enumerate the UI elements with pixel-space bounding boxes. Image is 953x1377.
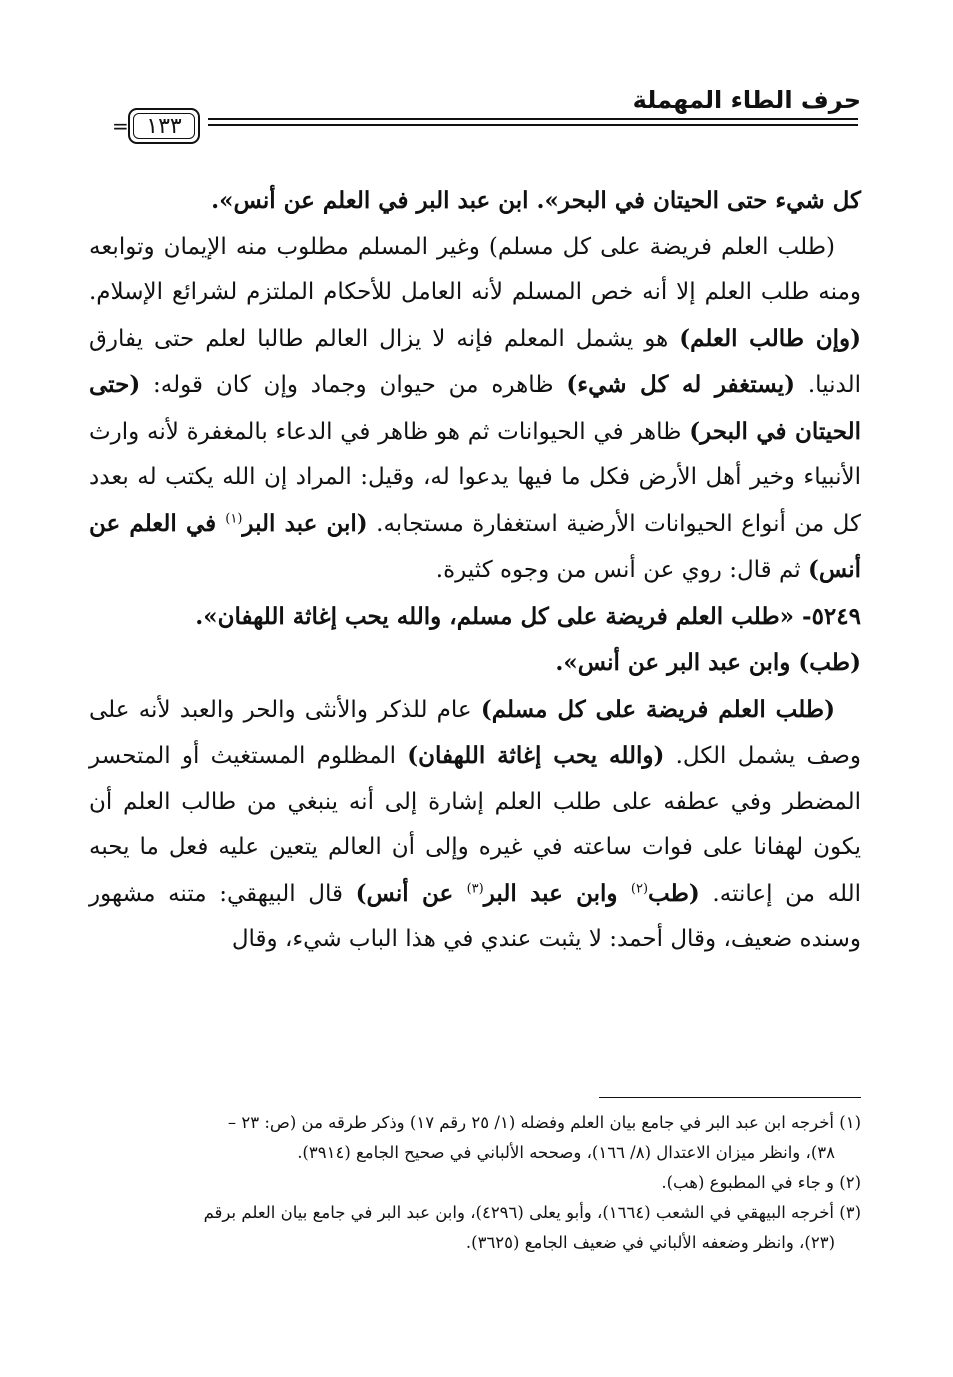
quoted-phrase: (وإن طالب العلم): [679, 324, 861, 352]
footnote-separator: [599, 1097, 861, 1098]
commentary-text: هو يشمل المعلم فإنه لا يزال العالم طالبا لعلم حتى يفارق الدنيا.: [89, 325, 861, 398]
footnote-1: (١) أخرجه ابن عبد البر في جامع بيان العلم وفضله (١/ ٢٥ رقم ١٧) وذكر طرقه من (ص: ٢٣ –: [227, 1113, 861, 1132]
quoted-phrase: (ابن عبد البر: [242, 509, 368, 537]
running-header-title: حرف الطاء المهملة: [632, 86, 861, 114]
quoted-phrase: (طلب العلم فريضة على كل مسلم): [480, 695, 835, 723]
quoted-phrase: وابن عبد البر: [483, 879, 631, 907]
footnote-ref-1[interactable]: (١): [225, 510, 243, 526]
commentary-text: قال البيهقي: متنه مشهور وسنده ضعيف، وقال أحمد: لا يثبت عندي في هذا الباب شيء، وقال: [89, 880, 861, 952]
footnote-3: (٣) أخرجه البيهقي في الشعب (١٦٦٤)، وأبو يعلى (٤٢٩٦)، وابن عبد البر في جامع بيان العلم برقم: [203, 1203, 861, 1222]
quoted-phrase: (حتى الحيتان في البحر): [89, 371, 861, 445]
commentary-text: المظلوم المستغيث أو المتحسر المضطر وفي عطفه على طلب العلم إشارة إلى أنه ينبغي من طالب العلم أن يكون لهفانا على فوات ساعته في غيره وإلى أن العالم يتعين عليه فعل ما يحبه الله من إعانته.: [89, 743, 861, 907]
paragraph-hadith-end: [89, 178, 861, 225]
footnote-1-continued: ٣٨)، وانظر ميزان الاعتدال (٨/ ١٦٦)، وصححه الألباني في صحيح الجامع (٣٩١٤).: [297, 1143, 835, 1162]
commentary-text: ثم قال: روي عن أنس من وجوه كثيرة.: [435, 557, 808, 583]
quoted-phrase: (يستغفر له كل شيء): [566, 371, 796, 398]
header-end-mark: =: [112, 114, 129, 138]
quoted-phrase: (والله يحب إغاثة اللهفان): [407, 742, 665, 769]
commentary-text: ظاهره من حيوان وجماد وإن كان قوله:: [140, 372, 567, 398]
footnote-ref-2[interactable]: (٢): [630, 880, 649, 896]
page-number: ١٣٣: [146, 113, 182, 139]
footnotes: [89, 1108, 861, 1258]
header-double-rule: [208, 118, 858, 126]
hadith-text-tail: كل شيء حتى الحيتان في البحر». ابن عبد البر في العلم عن أنس».: [211, 187, 861, 214]
page-number-box: [128, 108, 200, 144]
commentary-text: ظاهر في الحيوانات ثم هو ظاهر في الدعاء بالمغفرة لأنه وارث الأنبياء وخير أهل الأرض فكل ما فيها يدعوا له، وقيل: المراد إن الله يكتب له بعدد كل من أنواع الحيوانات الأرضية استغفارة مستجابه.: [89, 418, 861, 537]
footnote-2: (٢) و جاء في المطبوع (هب).: [661, 1173, 861, 1192]
footnote-ref-3[interactable]: (٣): [466, 880, 484, 896]
quoted-phrase: (طب: [648, 879, 700, 907]
paragraph-commentary-2: [89, 687, 861, 963]
commentary-text: (طلب العلم فريضة على كل مسلم) وغير المسلم مطلوب منه الإيمان وتوابعه ومنه طلب العلم إلا أنه خص المسلم لأنه العامل للأحكام الملتزم لشرائع الإسلام.: [89, 233, 861, 305]
hadith-source: [89, 640, 861, 687]
hadith-heading: [89, 594, 861, 641]
quoted-phrase: في العلم عن أنس): [89, 509, 861, 583]
main-text: [89, 178, 861, 963]
commentary-text: عام للذكر والأنثى والحر والعبد لأنه على وصف يشمل الكل.: [89, 696, 861, 769]
footnote-3-continued: (٢٣)، وانظر وضعفه الألباني في ضعيف الجامع (٣٦٢٥).: [465, 1233, 835, 1252]
quoted-phrase: عن أنس): [355, 879, 467, 907]
hadith-number-and-text: ٥٢٤٩- «طلب العلم فريضة على كل مسلم، والله يحب إغاثة اللهفان».: [195, 602, 861, 630]
hadith-source-text: (طب) وابن عبد البر عن أنس».: [555, 649, 861, 676]
paragraph-commentary-1: [89, 225, 861, 594]
